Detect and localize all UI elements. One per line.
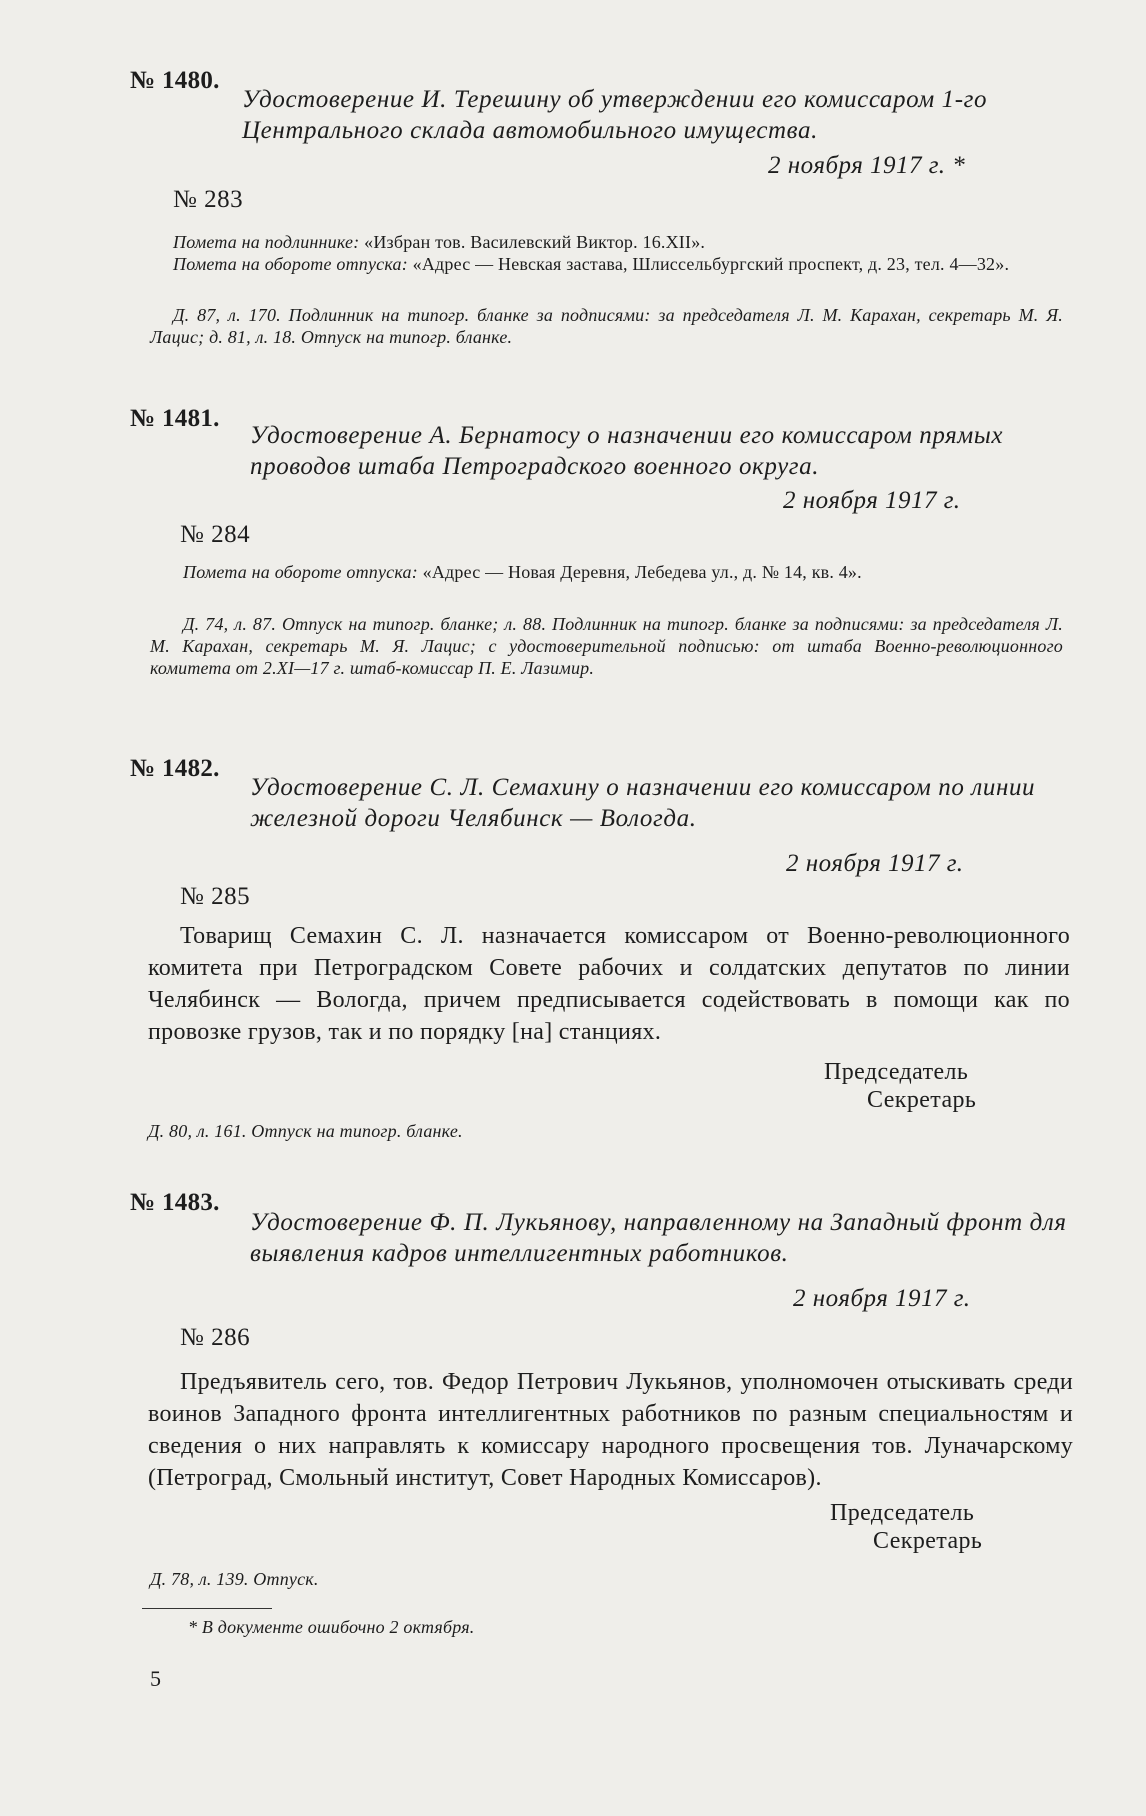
note bbox=[150, 253, 1063, 275]
doc-number: № 1481. bbox=[130, 405, 220, 432]
doc-date: 2 ноября 1917 г. bbox=[786, 850, 964, 877]
footnote: * В документе ошибочно 2 октября. bbox=[188, 1617, 475, 1637]
doc-number: № 1482. bbox=[130, 755, 220, 782]
doc-date: 2 ноября 1917 г. * bbox=[768, 152, 966, 179]
note-text: «Адрес — Невская застава, Шлиссельбургский проспект, д. 23, тел. 4—32». bbox=[407, 254, 1010, 274]
signature-chairman: Председатель bbox=[824, 1059, 969, 1085]
registry-number: № 285 bbox=[180, 883, 251, 910]
doc-number: № 1480. bbox=[130, 67, 220, 94]
note-label: Помета на обороте отпуска: bbox=[173, 254, 408, 274]
archive-reference: Д. 78, л. 139. Отпуск. bbox=[150, 1569, 319, 1589]
doc-title: Удостоверение И. Терешину об утверждении его комиссаром 1-го Центрального склада автомобильного имущества. bbox=[242, 86, 988, 144]
footnote-divider bbox=[142, 1608, 272, 1609]
doc-date: 2 ноября 1917 г. bbox=[783, 487, 961, 514]
document-body: Предъявитель сего, тов. Федор Петрович Лукьянов, уполномочен отыскивать среди воинов Западного фронта интеллигентных работников по разным специальностям и сведения о них направлять к комиссару народного просвещения тов. Луначарскому (Петроград, Смольный институт, Совет Народных Комиссаров). bbox=[148, 1369, 1073, 1491]
doc-date: 2 ноября 1917 г. bbox=[793, 1285, 971, 1312]
archive-reference: Д. 80, л. 161. Отпуск на типогр. бланке. bbox=[148, 1121, 463, 1141]
registry-number: № 286 bbox=[180, 1324, 251, 1351]
page-number: 5 bbox=[150, 1666, 161, 1691]
note bbox=[150, 561, 1063, 583]
doc-number: № 1483. bbox=[130, 1189, 220, 1216]
signature-secretary: Секретарь bbox=[873, 1528, 983, 1554]
document-body: Товарищ Семахин С. Л. назначается комиссаром от Военно-революционного комитета при Петроградском Совете рабочих и солдатских депутатов по линии Челябинск — Вологда, причем предписывается содействовать в помощи как по провозке грузов, так и по порядку [на] станциях. bbox=[148, 923, 1070, 1045]
registry-number: № 284 bbox=[180, 521, 251, 548]
note bbox=[173, 231, 1063, 253]
archive-reference: Д. 74, л. 87. Отпуск на типогр. бланке; л. 88. Подлинник на типогр. бланке за подписями: за председателя Л. М. Карахан, секретарь М. Я. Лацис; с удостоверительной подписью: от штаба Военно-революционного комитета от 2.XI—17 г. штаб-комиссар П. Е. Лазимир. bbox=[150, 614, 1063, 678]
note-label: Помета на подлиннике: bbox=[173, 232, 360, 252]
signature-chairman: Председатель bbox=[830, 1500, 975, 1526]
note-text: «Избран тов. Василевский Виктор. 16.XII». bbox=[359, 232, 706, 252]
note-text: «Адрес — Новая Деревня, Лебедева ул., д. № 14, кв. 4». bbox=[417, 562, 862, 582]
doc-title: Удостоверение Ф. П. Лукьянову, направленному на Западный фронт для выявления кадров интеллигентных работников. bbox=[250, 1209, 1067, 1267]
registry-number: № 283 bbox=[173, 186, 244, 213]
signature-secretary: Секретарь bbox=[867, 1087, 977, 1113]
archive-reference: Д. 87, л. 170. Подлинник на типогр. бланке за подписями: за председателя Л. М. Карахан, секретарь М. Я. Лацис; д. 81, л. 18. Отпуск на типогр. бланке. bbox=[150, 305, 1063, 347]
doc-title: Удостоверение С. Л. Семахину о назначении его комиссаром по линии железной дороги Челябинск — Вологда. bbox=[250, 774, 1036, 832]
doc-title: Удостоверение А. Бернатосу о назначении его комиссаром прямых проводов штаба Петроградского военного округа. bbox=[250, 422, 1004, 480]
note-label: Помета на обороте отпуска: bbox=[183, 562, 418, 582]
